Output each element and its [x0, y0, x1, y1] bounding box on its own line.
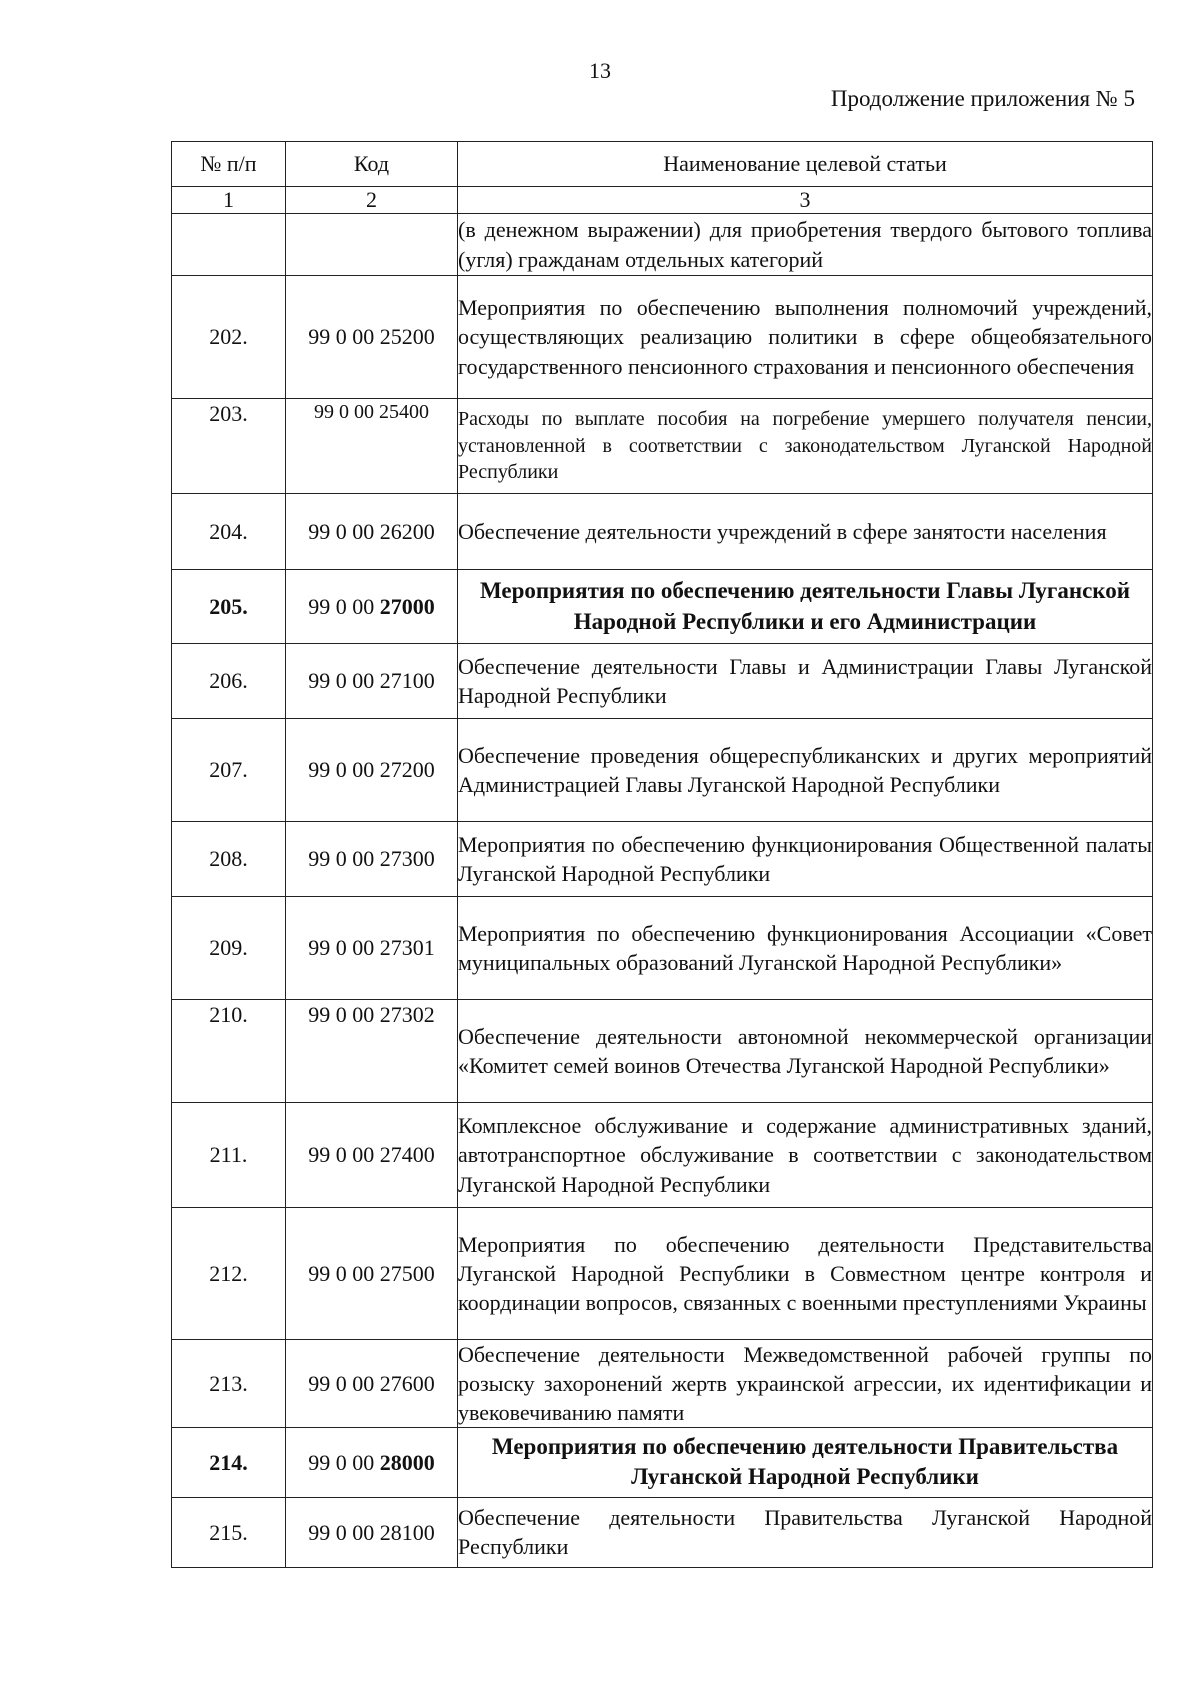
row-code	[286, 1208, 458, 1340]
row-number: 207.	[172, 719, 286, 822]
table-row	[172, 1208, 1153, 1340]
code-suffix: 28000	[379, 1449, 435, 1475]
row-number: 205.	[172, 570, 286, 644]
code-prefix: 99 0 00 27302	[308, 1002, 435, 1027]
code-prefix: 99 0 00 27600	[308, 1371, 435, 1397]
column-number-2: 2	[286, 187, 458, 214]
table-row	[172, 897, 1153, 1000]
row-number: 210.	[172, 1000, 286, 1103]
code-prefix: 99 0 00 27400	[308, 1142, 435, 1168]
row-article-name: Обеспечение деятельности Главы и Администрации Главы Луганской Народной Республики	[458, 644, 1153, 719]
row-code	[286, 822, 458, 897]
table-row	[172, 1103, 1153, 1208]
row-article-name: Мероприятия по обеспечению функционирования Ассоциации «Совет муниципальных образований Луганской Народной Республики»	[458, 897, 1153, 1000]
row-number: 212.	[172, 1208, 286, 1340]
row-code	[286, 1103, 458, 1208]
table-header-row	[172, 142, 1153, 187]
row-code	[286, 276, 458, 399]
row-number	[172, 214, 286, 276]
table-row	[172, 1428, 1153, 1498]
row-code	[286, 399, 458, 494]
table-row	[172, 399, 1153, 494]
code-prefix: 99 0 00 28100	[308, 1519, 435, 1545]
code-prefix: 99 0 00 27300	[308, 846, 435, 872]
target-articles-table	[171, 141, 1153, 1568]
table-row	[172, 1340, 1153, 1428]
table-row	[172, 1497, 1153, 1567]
row-code	[286, 1000, 458, 1103]
row-article-name: Мероприятия по обеспечению функционирования Общественной палаты Луганской Народной Республики	[458, 822, 1153, 897]
code-prefix: 99 0 00 27301	[308, 935, 435, 961]
row-article-name: Обеспечение деятельности учреждений в сфере занятости населения	[458, 494, 1153, 570]
row-article-name: Обеспечение деятельности автономной некоммерческой организации «Комитет семей воинов Отечества Луганской Народной Республики»	[458, 1000, 1153, 1103]
row-code	[286, 494, 458, 570]
row-number: 208.	[172, 822, 286, 897]
appendix-continuation-note: Продолжение приложения № 5	[830, 86, 1135, 111]
row-number: 215.	[172, 1497, 286, 1567]
table-row	[172, 214, 1153, 276]
column-numbers-row	[172, 187, 1153, 214]
code-prefix: 99 0 00 27200	[308, 757, 435, 783]
code-prefix: 99 0 00	[308, 1449, 380, 1475]
table-row	[172, 1000, 1153, 1103]
row-code	[286, 644, 458, 719]
code-prefix: 99 0 00 26200	[308, 518, 435, 544]
row-article-name: Мероприятия по обеспечению деятельности Представительства Луганской Народной Республики в Совместном центре контроля и координации вопросов, связанных с военными преступлениями Украины	[458, 1208, 1153, 1340]
row-code	[286, 214, 458, 276]
row-article-name: Обеспечение деятельности Межведомственной рабочей группы по розыску захоронений жертв украинской агрессии, их идентификации и увековечиванию памяти	[458, 1340, 1153, 1428]
row-article-name: Обеспечение проведения общереспубликанских и других мероприятий Администрацией Главы Луганской Народной Республики	[458, 719, 1153, 822]
header-number: № п/п	[172, 142, 286, 187]
row-number: 213.	[172, 1340, 286, 1428]
header-article-name: Наименование целевой статьи	[458, 142, 1153, 187]
code-prefix: 99 0 00 27500	[308, 1260, 435, 1286]
header-code: Код	[286, 142, 458, 187]
column-number-1: 1	[172, 187, 286, 214]
row-number: 209.	[172, 897, 286, 1000]
row-article-name: Комплексное обслуживание и содержание административных зданий, автотранспортное обслуживание в соответствии с законодательством Луганской Народной Республики	[458, 1103, 1153, 1208]
row-code	[286, 719, 458, 822]
row-code	[286, 1428, 458, 1498]
row-number: 204.	[172, 494, 286, 570]
row-number: 203.	[172, 399, 286, 494]
row-code	[286, 1497, 458, 1567]
row-article-name: Мероприятия по обеспечению деятельности Правительства Луганской Народной Республики	[458, 1428, 1153, 1498]
table-row	[172, 570, 1153, 644]
code-prefix: 99 0 00	[308, 593, 380, 619]
code-suffix: 27000	[379, 593, 435, 619]
page-number: 13	[589, 58, 611, 83]
row-number: 211.	[172, 1103, 286, 1208]
table-row	[172, 719, 1153, 822]
row-code	[286, 570, 458, 644]
row-code	[286, 897, 458, 1000]
row-article-name: Мероприятия по обеспечению деятельности Главы Луганской Народной Республики и его Администрации	[458, 570, 1153, 644]
table-row	[172, 494, 1153, 570]
table-row	[172, 276, 1153, 399]
row-article-name: Обеспечение деятельности Правительства Луганской Народной Республики	[458, 1497, 1153, 1567]
code-prefix: 99 0 00 25400	[314, 401, 429, 423]
row-article-name: Мероприятия по обеспечению выполнения полномочий учреждений, осуществляющих реализацию политики в сфере общеобязательного государственного пенсионного страхования и пенсионного обеспечения	[458, 276, 1153, 399]
table-row	[172, 822, 1153, 897]
column-number-3: 3	[458, 187, 1153, 214]
table-row	[172, 644, 1153, 719]
row-article-name: Расходы по выплате пособия на погребение умершего получателя пенсии, установленной в соответствии с законодательством Луганской Народной Республики	[458, 399, 1153, 494]
row-article-name: (в денежном выражении) для приобретения твердого бытового топлива (угля) гражданам отдельных категорий	[458, 214, 1153, 276]
row-number: 214.	[172, 1428, 286, 1498]
code-prefix: 99 0 00 25200	[308, 324, 435, 350]
row-code	[286, 1340, 458, 1428]
row-number: 202.	[172, 276, 286, 399]
row-number: 206.	[172, 644, 286, 719]
code-prefix: 99 0 00 27100	[308, 668, 435, 694]
